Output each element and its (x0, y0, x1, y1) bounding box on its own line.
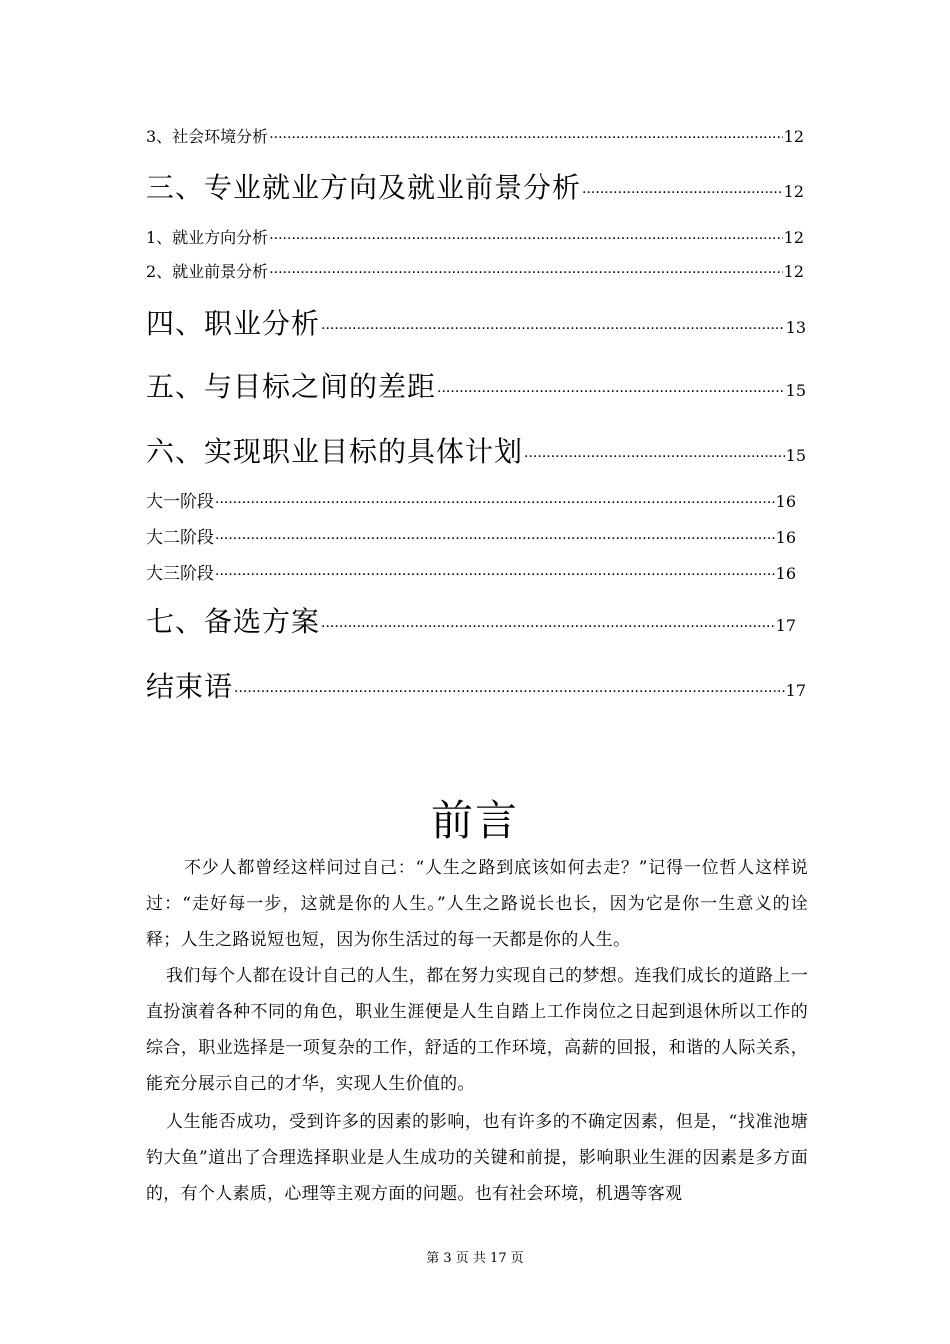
toc-item-page: 12 (783, 262, 804, 281)
toc-item-specific-plan[interactable] (146, 430, 806, 470)
toc-item-page: 12 (783, 182, 804, 201)
toc-item-employment-direction-prospect[interactable] (146, 166, 804, 206)
toc-item-page: 16 (775, 528, 796, 547)
toc-item-page: 13 (785, 318, 806, 337)
toc-item-label: 2、就业前景分析 (146, 262, 269, 281)
toc-item-label: 1、就业方向分析 (146, 228, 269, 247)
toc-leader-dots (269, 231, 782, 247)
toc-item-gap-to-goal[interactable] (146, 365, 806, 405)
toc-item-junior-stage[interactable] (146, 559, 796, 584)
toc-item-page: 12 (783, 228, 804, 247)
toc-leader-dots (215, 495, 775, 511)
toc-item-page: 15 (785, 446, 806, 465)
toc-item-page: 16 (775, 564, 796, 583)
toc-leader-dots (215, 567, 775, 583)
toc-item-conclusion[interactable] (146, 665, 806, 705)
toc-item-label: 三、专业就业方向及就业前景分析 (146, 171, 582, 204)
toc-item-social-environment[interactable] (146, 124, 804, 147)
toc-item-page: 12 (783, 127, 804, 146)
toc-item-career-analysis[interactable] (146, 302, 806, 342)
toc-item-label: 3、社会环境分析 (146, 127, 269, 146)
toc-leader-dots (269, 265, 782, 281)
preface-paragraph-3: 人生能否成功，受到许多的因素的影响，也有许多的不确定因素，但是，“找准池塘钓大鱼”道出了合理选择职业是人生成功的关键和前提，影响职业生涯的因素是多方面的，有个人素质，心理等主观方面的问题。也有社会环境，机遇等客观 (146, 1112, 808, 1204)
toc-item-employment-prospect[interactable] (146, 259, 804, 282)
toc-item-page: 17 (785, 681, 806, 700)
toc-item-freshman-stage[interactable] (146, 487, 796, 512)
toc-item-sophomore-stage[interactable] (146, 523, 796, 548)
toc-leader-dots (215, 531, 775, 547)
toc-item-page: 17 (775, 616, 796, 635)
toc-leader-dots (269, 130, 782, 146)
toc-leader-dots (321, 619, 775, 635)
toc-leader-dots (234, 684, 785, 700)
toc-leader-dots (437, 384, 785, 400)
toc-leader-dots (582, 185, 783, 201)
preface-paragraph-2: 我们每个人都在设计自己的人生，都在努力实现自己的梦想。连我们成长的道路上一直扮演着各种不同的角色，职业生涯便是人生自踏上工作岗位之日起到退休所以工作的综合，职业选择是一项复杂的工作，舒适的工作环境，高薪的回报，和谐的人际关系，能充分展示自己的才华，实现人生价值的。 (146, 966, 808, 1094)
toc-item-label: 大二阶段 (146, 528, 214, 548)
toc-item-alternative-plan[interactable] (146, 600, 796, 640)
toc-item-label: 四、职业分析 (146, 307, 321, 340)
toc-item-label: 六、实现职业目标的具体计划 (146, 435, 524, 468)
toc-item-label: 五、与目标之间的差距 (146, 370, 437, 403)
toc-item-label: 七、备选方案 (146, 605, 321, 638)
toc-item-page: 15 (785, 381, 806, 400)
toc-item-label: 大一阶段 (146, 492, 214, 512)
preface-paragraph-1: 不少人都曾经这样问过自己：“人生之路到底该如何去走？”记得一位哲人这样说过：“走好每一步，这就是你的人生。”人生之路说长也长，因为它是你一生意义的诠释；人生之路说短也短，因为你生活过的每一天都是你的人生。 (146, 858, 808, 950)
toc-item-page: 16 (775, 492, 796, 511)
toc-item-employment-direction[interactable] (146, 225, 804, 248)
toc-item-label: 大三阶段 (146, 564, 214, 584)
toc-leader-dots (524, 449, 785, 465)
toc-leader-dots (321, 321, 785, 337)
toc-item-label: 结束语 (146, 670, 234, 703)
page-number-footer: 第 3 页 共 17 页 (426, 1251, 524, 1266)
preface-title: 前言 (430, 796, 519, 845)
